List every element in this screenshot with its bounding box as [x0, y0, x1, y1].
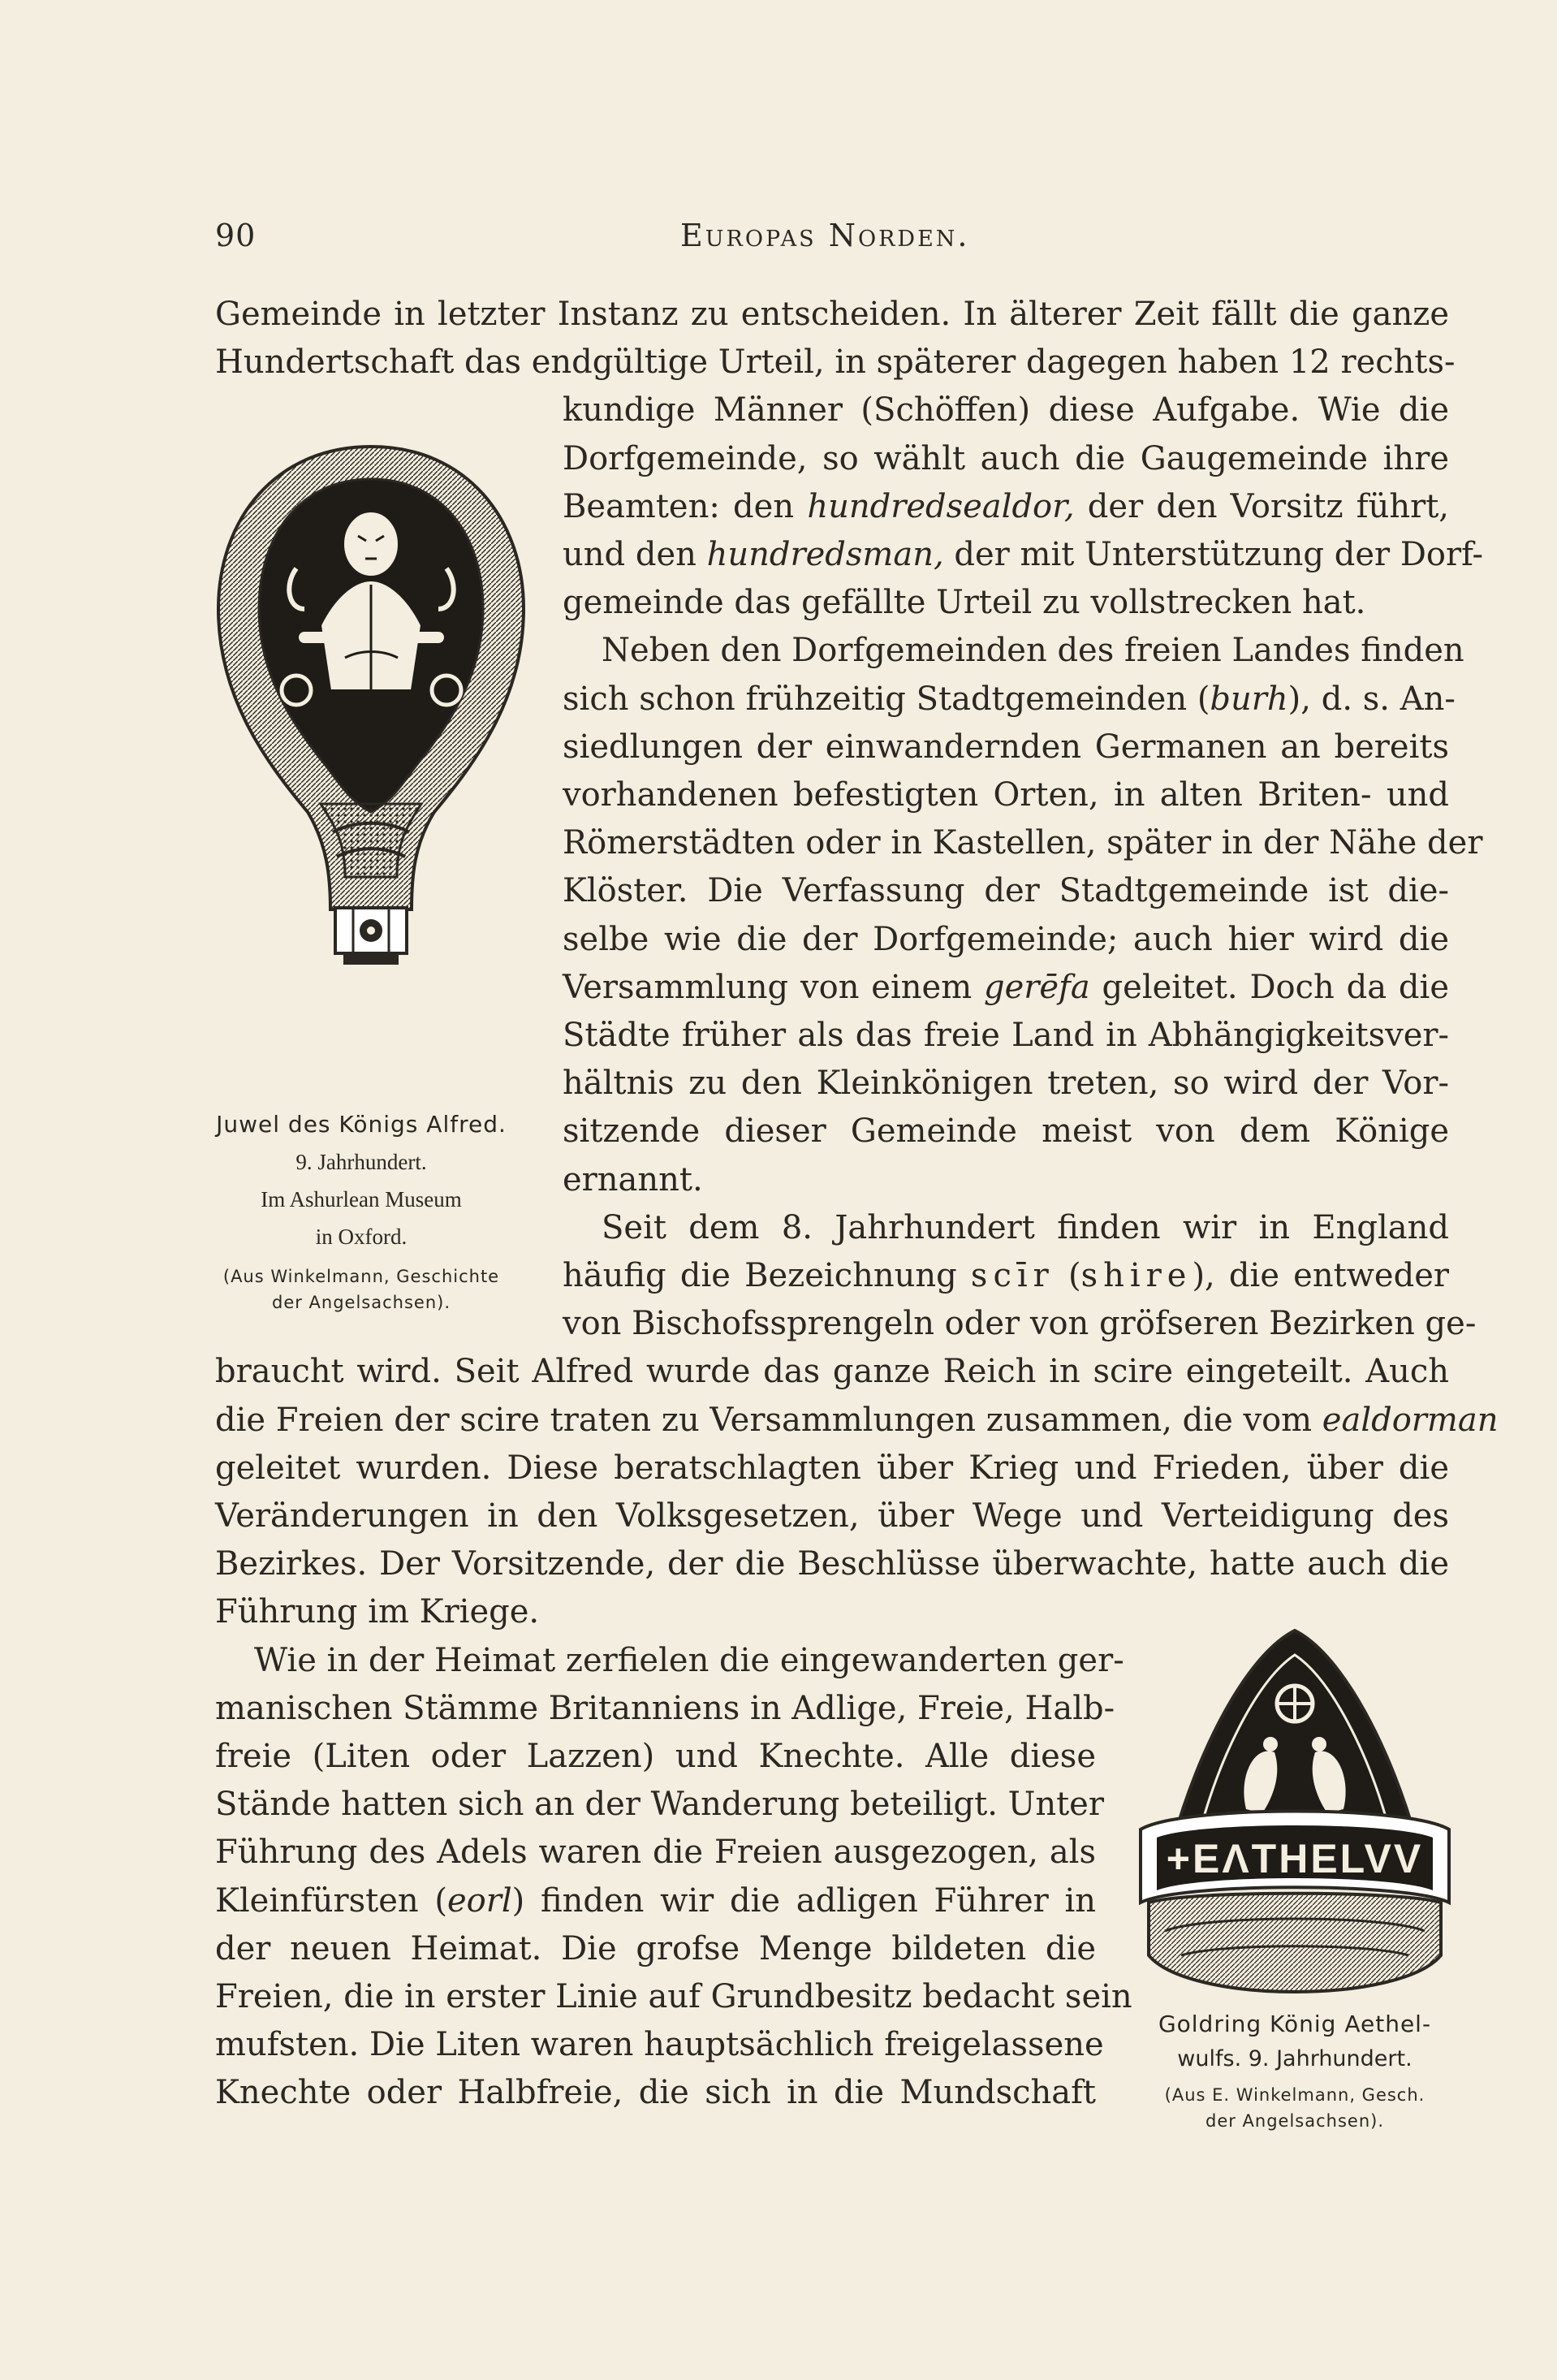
- text-run: ) finden wir die adligen Führer in: [511, 1882, 1097, 1920]
- jewel-caption-museum: Im Ashurlean Museum: [261, 1187, 462, 1212]
- text-run: selbe wie die der Dorfgemeinde; auch hier wird die: [563, 921, 1449, 958]
- ring-source-line2: der Angelsachsen).: [1205, 2111, 1385, 2131]
- text-line: [563, 823, 1483, 863]
- text-line: [215, 1976, 1132, 2017]
- text-run: und den: [563, 536, 707, 573]
- ring-source-line1: (Aus E. Winkelmann, Gesch.: [1164, 2085, 1425, 2105]
- text-run: geleitet. Doch da die: [1089, 969, 1449, 1006]
- spaced-term: scīr: [970, 1257, 1055, 1294]
- text-run: Bezirkes. Der Vorsitzende, der die Beschlüsse überwachte, hatte auch die: [215, 1545, 1449, 1583]
- text-run: gemeinde das gefällte Urteil zu vollstrecken hat.: [563, 584, 1366, 621]
- text-line: [215, 1688, 1115, 1729]
- text-line: [563, 1303, 1477, 1344]
- text-run: vorhandenen befestigten Orten, in alten Briten- und: [563, 776, 1449, 814]
- text-line: [563, 486, 1449, 527]
- text-line: [563, 438, 1449, 479]
- ring-inscription: +EΛTHELVV: [1166, 1836, 1424, 1881]
- text-line: [563, 390, 1449, 430]
- text-run: Seit dem 8. Jahrhundert finden wir in England: [602, 1209, 1449, 1246]
- text-line: [563, 534, 1484, 575]
- text-run: ernannt.: [563, 1161, 703, 1199]
- text-run: mufsten. Die Liten waren hauptsächlich freigelassene: [215, 2026, 1104, 2063]
- text-line: [563, 1063, 1449, 1104]
- text-line: [215, 2024, 1104, 2065]
- jewel-source-line2: der Angelsachsen).: [271, 1293, 451, 1312]
- italic-term: hundredsman,: [706, 536, 944, 573]
- text-line: [602, 630, 1464, 671]
- text-run: die Freien der scire traten zu Versammlungen zusammen, die vom: [215, 1402, 1322, 1439]
- jewel-caption-title: Juwel des Königs Alfred.: [216, 1111, 507, 1138]
- text-line: [215, 1881, 1096, 1921]
- text-line: [563, 870, 1449, 911]
- text-run: der neuen Heimat. Die grofse Menge bildeten die: [215, 1930, 1096, 1967]
- text-line: [215, 1351, 1449, 1392]
- italic-term: burh: [1210, 680, 1288, 718]
- text-run: Führung im Kriege.: [215, 1593, 540, 1631]
- text-run: kundige Männer (Schöffen) diese Aufgabe. Wie die: [563, 391, 1449, 429]
- text-run: Stände hatten sich an der Wanderung beteiligt. Unter: [215, 1786, 1104, 1823]
- italic-term: eorl: [446, 1882, 512, 1920]
- text-line: [215, 1496, 1449, 1536]
- text-line: [215, 294, 1449, 335]
- text-run: Veränderungen in den Volksgesetzen, über Wege und Verteidigung des: [215, 1497, 1449, 1535]
- text-run: Klöster. Die Verfassung der Stadtgemeinde ist die-: [563, 872, 1449, 909]
- spaced-term: shire: [1080, 1257, 1193, 1294]
- italic-term: gerēfa: [983, 969, 1090, 1006]
- text-run: Dorfgemeinde, so wählt auch die Gaugemeinde ihre: [563, 440, 1449, 477]
- text-line: [254, 1640, 1124, 1681]
- aethelwulf-ring-illustration: [1132, 1622, 1457, 2012]
- ring-caption-line2: wulfs. 9. Jahrhundert.: [1177, 2046, 1413, 2071]
- text-run: (: [1054, 1257, 1081, 1294]
- text-line: [563, 679, 1456, 719]
- jewel-source-line1: (Aus Winkelmann, Geschichte: [222, 1267, 500, 1286]
- text-run: häufig die Bezeichnung: [563, 1257, 971, 1294]
- text-line: [215, 342, 1456, 382]
- text-line: [563, 1160, 1449, 1200]
- text-run: Kleinfürsten (: [215, 1882, 447, 1920]
- text-run: Städte früher als das freie Land in Abhängigkeitsver-: [563, 1017, 1449, 1054]
- text-line: [563, 727, 1449, 767]
- page-number: 90: [215, 218, 257, 253]
- text-line: [215, 2072, 1096, 2113]
- text-line: [563, 967, 1449, 1008]
- text-run: geleitet wurden. Diese beratschlagten über Krieg und Frieden, über die: [215, 1449, 1449, 1487]
- text-run: Neben den Dorfgemeinden des freien Landes finden: [602, 632, 1464, 669]
- text-line: [215, 1832, 1096, 1872]
- italic-term: hundredsealdor,: [807, 488, 1075, 525]
- text-run: Wie in der Heimat zerfielen die eingewanderten ger-: [254, 1642, 1124, 1679]
- text-run: braucht wird. Seit Alfred wurde das ganze Reich in scire eingeteilt. Auch: [215, 1353, 1449, 1390]
- ring-caption-line1: Goldring König Aethel-: [1158, 2011, 1432, 2037]
- text-run: von Bischofssprengeln oder von gröfseren Bezirken ge-: [563, 1305, 1477, 1342]
- text-line: [563, 1255, 1449, 1296]
- text-line: [215, 1736, 1096, 1777]
- text-line: [215, 1544, 1449, 1584]
- text-run: siedlungen der einwandernden Germanen an bereits: [563, 728, 1449, 766]
- text-run: der den Vorsitz führt,: [1074, 488, 1450, 525]
- text-line: [563, 1015, 1449, 1056]
- text-line: [215, 1784, 1104, 1825]
- text-run: Freien, die in erster Linie auf Grundbesitz bedacht sein: [215, 1978, 1132, 2015]
- text-run: Hundertschaft das endgültige Urteil, in späterer dagegen haben 12 rechts-: [215, 343, 1456, 381]
- text-run: freie (Liten oder Lazzen) und Knechte. Alle diese: [215, 1738, 1096, 1775]
- text-line: [563, 1111, 1449, 1151]
- text-line: [563, 775, 1449, 815]
- text-run: Führung des Adels waren die Freien ausgezogen, als: [215, 1834, 1096, 1871]
- text-run: Knechte oder Halbfreie, die sich in die Mundschaft: [215, 2074, 1096, 2111]
- jewel-caption-century: 9. Jahrhundert.: [295, 1150, 427, 1174]
- jewel-caption-place: in Oxford.: [315, 1225, 408, 1249]
- text-run: Gemeinde in letzter Instanz zu entscheiden. In älterer Zeit fällt die ganze: [215, 296, 1449, 333]
- text-run: Römerstädten oder in Kastellen, später in der Nähe der: [563, 824, 1483, 862]
- text-run: Beamten: den: [563, 488, 808, 525]
- text-line: [215, 1929, 1096, 1969]
- text-run: sitzende dieser Gemeinde meist von dem Könige: [563, 1112, 1449, 1150]
- alfred-jewel-illustration: [199, 422, 544, 1072]
- text-run: ), d. s. An-: [1287, 680, 1456, 718]
- text-run: sich schon frühzeitig Stadtgemeinden (: [563, 680, 1210, 718]
- text-line: [215, 1448, 1449, 1488]
- running-title: Europas Norden.: [680, 218, 970, 253]
- text-run: der mit Unterstützung der Dorf-: [943, 536, 1484, 573]
- text-line: [563, 919, 1449, 960]
- text-run: ), die entweder: [1192, 1257, 1450, 1294]
- text-run: manischen Stämme Britanniens in Adlige, Freie, Halb-: [215, 1690, 1115, 1727]
- text-line: [602, 1207, 1449, 1248]
- text-run: hältnis zu den Kleinkönigen treten, so wird der Vor-: [563, 1065, 1449, 1102]
- italic-term: ealdorman: [1322, 1402, 1499, 1439]
- text-run: Versammlung von einem: [563, 969, 984, 1006]
- text-line: [563, 582, 1449, 623]
- text-line: [215, 1400, 1499, 1441]
